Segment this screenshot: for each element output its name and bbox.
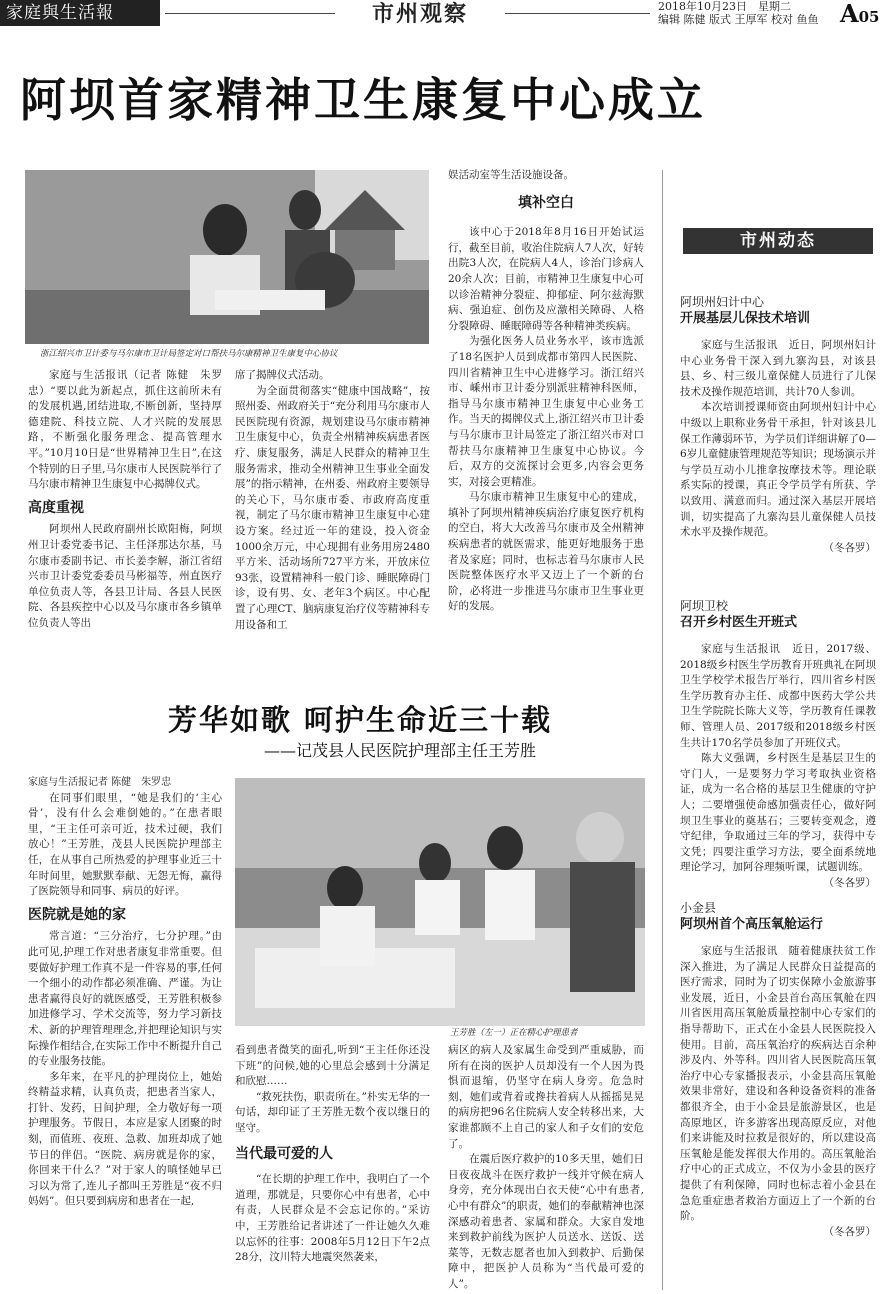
subhead-dangdai: 当代最可爱的人 [235, 1145, 333, 1162]
main-headline: 阿坝首家精神卫生康复中心成立 [20, 73, 706, 127]
sidebar-item-org: 阿坝卫校 [680, 599, 729, 613]
signing-photo [25, 170, 429, 344]
main-col-2 [235, 368, 430, 680]
feature-paragraph: 多年来，在平凡的护理岗位上，她始终精益求精，认真负责，把患者当家人，打针、发药，日间护理，全力敬好每一项护理服务。节假日，本应是家人团聚的时刻，而值班、夜班、急救、加班却成了她节日的伴侣。“医院、病房就是你的家，你回来干什么？”对于家人的嗔怪她早已习以为常了,连儿子都叫王芳胜是“夜不归妈妈”。但只要到病房和患者在一起, [28, 1070, 222, 1208]
main-paragraph: 马尔康市精神卫生康复中心的建成，填补了阿坝州精神疾病治疗康复医疗机构的空白，将大大改善马尔康市及全州精神疾病患者的就医需求，能更好地服务于患者及家庭；同时，也标志着马尔康市人民医院整体医疗水平又迈上了一个新的台阶，必将进一步推进马尔康市卫生事业更好的发展。 [448, 491, 644, 613]
feature-col-1 [28, 775, 222, 1290]
main-paragraph: 该中心于2018年8月16日开始试运行，截至目前，收治住院病人7人次，好转出院3人次，在院病人4人，诊治门诊病人20余人次；目前，市精神卫生康复中心可以诊治精神分裂症、抑郁症、阿尔兹海默病、强迫症、创伤及应激相关障碍、人格分裂障碍、睡眠障碍等各种精神类疾病。 [448, 226, 644, 332]
feature-col-2 [235, 1043, 430, 1290]
signing-photo-image [25, 170, 429, 344]
sidebar-header: 市州动态 [683, 228, 873, 254]
main-paragraph: 阿坝州人民政府副州长欧阳梅，阿坝州卫计委党委书记、主任泽那达尔基，马尔康市委副书记、市长姜李解，浙江省绍兴市卫计委党委委员马彬福等，州直医疗单位负责人等，各县卫计局、各县人民医院、各县疾控中心以及马尔康市各乡镇单位负责人等出 [28, 523, 222, 629]
main-paragraph: 娱活动室等生活设施设备。 [448, 169, 574, 181]
sidebar-item-org: 阿坝州妇计中心 [680, 295, 765, 309]
header-rule-left [165, 13, 335, 14]
sidebar-author: （冬各罗） [823, 1225, 876, 1238]
editor-credits: 编辑 陈健 版式 王厚军 校对 鱼鱼 [658, 13, 819, 26]
sidebar-item-fuji [680, 294, 876, 594]
sidebar-paragraph: 家庭与生活报讯 随着健康扶贫工作深入推进，为了满足人民群众日益提高的医疗需求，同时为了切实保障小金旅游事业发展，近日，小金县首台高压氧舱在四川省医用高压氧舱质量控制中心专家们的指导帮助下，正式在小金县人民医院投入使用。目前，高压氧治疗的疾病达百余种涉及内、外等科。四川省人民医院高压氧治疗中心专家播报表示，小金县高压氧舱效果非常好，建设和各种设备资料的准备都很齐全，由于小金县是旅游景区，也是高原地区，许多游客出现高原反应，对他们来讲能及时拉救是很好的，所以建设高压氧舱是能发挥很大作用的。高压氧舱治疗中心的正式成立，不仅为小金县的医疗提供了有利保障，同时也标志着小金县在急危重症患者救治方面迈上了一个新的台阶。 [680, 945, 876, 1223]
sidebar-item-xiaojin [680, 900, 876, 1290]
sidebar-paragraph: 陈大义强调，乡村医生是基层卫生的守门人，一是要努力学习考取执业资格证，成为一名合格的基层卫生健康的守护人；二要增强使命感加强责任心，做好阿坝卫生事业的奠基石；三要转变观念，遵守纪律，争取通过三年的学习，获得中专文凭；四要注重学习方法，要全面系统地理论学习，加阿谷理频听课，试题训练。 [680, 752, 876, 874]
nurse-photo [235, 778, 645, 1026]
nurse-photo-image [235, 778, 645, 1026]
sidebar-item-title: 开展基层儿保技术培训 [680, 311, 811, 326]
feature-paragraph: “救死扶伤，职责所在。”朴实无华的一句话，却印证了王芳胜无数个夜以继日的坚守。 [235, 1090, 430, 1134]
sidebar-divider [662, 170, 663, 1290]
main-col-3 [448, 168, 644, 680]
sidebar-paragraph: 家庭与生活报讯 近日，2017级、2018级乡村医生学历教育开班典礼在阿坝卫生学校学术报告厅举行，四川省乡村医生学历教育办主任、成都中医药大学公共卫生学院院长陈大义等，学历教育任课教师、管理人员、2017级和2018级乡村医生共计170名学员参加了开班仪式。 [680, 643, 876, 749]
feature-paragraph: 看到患者微笑的面孔,听到“王主任你还没下班”的问候,她的心里总会感到十分满足和欣慰…… [235, 1044, 430, 1088]
sidebar-item-title: 召开乡村医生开班式 [680, 615, 798, 630]
sidebar-item-org: 小金县 [680, 901, 717, 915]
signing-photo-caption: 浙江绍兴市卫计委与马尔康市卫计局签定对口帮扶马尔康精神卫生康复中心协议 [40, 349, 338, 359]
page-num: 05 [858, 8, 880, 26]
section-name: 市州观察 [371, 1, 468, 27]
sidebar-paragraph: 家庭与生活报讯 近日，阿坝州妇计中心业务骨干深入到九寨沟县，对该县县、乡、村三级儿童保健人员进行了儿保技术及操作规范培训，共计70人参训。 [680, 339, 876, 398]
main-paragraph: 席了揭牌仪式活动。 [235, 369, 330, 381]
feature-paragraph: 在震后医疗救护的10多天里，她们日日夜夜战斗在医疗救护一线并守候在病人身旁，充分体现出白衣天使“心中有患者,心中有群众”的职责，她们的奉献精神也深深感动着患者、家属和群众。大家自发地来到救护前线为医护人员送水、送饭、送菜等，无数志愿者也加入到救护、后勤保障中，把医护人员称为“当代最可爱的人”。 [448, 1153, 644, 1290]
nurse-photo-caption: 王芳胜（左一）正在精心护理患者 [450, 1028, 578, 1038]
subhead-gaodu: 高度重视 [28, 499, 84, 516]
main-paragraph: 为全面贯彻落实“健康中国战略”，按照州委、州政府关于“充分利用马尔康市人民医院现有资源，规划建设马尔康市精神卫生康复中心，负责全州精神疾病患者医疗、康复服务，满足人民群众的精神卫生服务需求，推动全州精神卫生事业全面发展”的指示精神，在州委、州政府主要领导的关心下，马尔康市委、市政府高度重视，制定了马尔康市精神卫生康复中心建设方案。经过近一年的建设，投入资金1000余万元，中心现拥有业务用房2480平方米、活动场所727平方米，开放床位93张，设置精神科一般门诊、睡眠障碍门诊，设有男、女、老年3个病区。中心配置了心理CT、脑病康复治疗仪等精神科专用设备和工 [235, 384, 430, 631]
newspaper-logo: 家庭與生活報 [0, 0, 160, 26]
feature-col-3 [448, 1043, 644, 1290]
main-col-1 [28, 368, 222, 680]
page-letter: A [840, 0, 859, 28]
feature-headline: 芳华如歌 呵护生命近三十载 [167, 703, 553, 737]
dateline [658, 0, 818, 26]
feature-byline: 家庭与生活报记者 陈健 朱罗忠 [28, 777, 172, 788]
issue-date: 2018年10月23日 星期二 [658, 0, 791, 13]
feature-paragraph: 常言道：“三分治疗，七分护理。”由此可见,护理工作对患者康复非常重要。但要做好护理工作真不是一件容易的事,任何一个细小的动作都必须准确、严谨。为让患者赢得良好的就医感受，王芳胜积极参加进修学习、学术交流等，努力学习新技术、新的护理管理理念,并把理论知识与实际操作相结合,在实际工作中不断提升自己的专业服务技能。 [28, 930, 222, 1068]
header-rule-right [505, 13, 650, 14]
main-lead-paragraph: 家庭与生活报讯（记者 陈健 朱罗忠）“要以此为新起点，抓住这前所未有的发展机遇,团结进取,不断创新，坚持厚德建院、科技立院、人才兴院的发展思路，不断强化服务理念、提高管理水平。”10月10日是“世界精神卫生日”,在这个特别的日子里,马尔康市人民医院举行了马尔康市精神卫生康复中心揭牌仪式。 [28, 369, 222, 491]
feature-subtitle: ——记茂县人民医院护理部主任王芳胜 [263, 741, 536, 760]
sidebar-author: （冬各罗） [823, 876, 876, 889]
feature-paragraph: 病区的病人及家属生命受到严重威胁，而所有在岗的医护人员却没有一个人因为畏惧而退缩，仍坚守在病人身旁。危急时刻，她们或背着或搀扶着病人从摇摇晃晃的病房把96名住院病人安全转移出来，大家谁都顾不上自己的家人和子女们的安危了。 [448, 1044, 644, 1150]
subhead-tianbu: 填补空白 [518, 194, 574, 211]
page-number [840, 0, 880, 31]
feature-paragraph: “在长期的护理工作中，我明白了一个道理，那就是，只要你心中有患者，心中有责，人民群众是不会忘记你的。”采访中，王芳胜给记者讲述了一件让她久久难以忘怀的往事：2008年5月12日下午2点28分，汶川特大地震突然袭来， [235, 1173, 430, 1264]
feature-paragraph: 在同事们眼里，“她是我们的‘主心骨’，没有什么会难倒她的。”在患者眼里，“王主任可亲可近，技术过硬，我们放心！”王芳胜，茂县人民医院护理部主任，在从事自己所热爱的护理事业近三十年时间里，她默默奉献、无怨无悔，赢得了医院领导和同事、病员的好评。 [28, 791, 222, 898]
main-paragraph: 为强化医务人员业务水平，该市选派了18名医护人员到成都市第四人民医院、四川省精神卫生中心进修学习。浙江绍兴市、嵊州市卫计委分别派驻精神科医师，指导马尔康市精神卫生康复中心业务工作。当天的揭牌仪式上,浙江绍兴市卫计委与马尔康市卫计局签定了浙江绍兴市对口帮扶马尔康精神卫生康复中心协议。今后，双方的交流探讨会更多,内容会更务实，对接会更精准。 [448, 335, 644, 488]
sidebar-item-title: 阿坝州首个高压氧舱运行 [680, 917, 824, 932]
sidebar-item-weixiao [680, 598, 876, 898]
sidebar-paragraph: 本次培训授课师资由阿坝州妇计中心中级以上职称业务骨干承担，针对该县儿保工作薄弱环节，为学员们详细讲解了0—6岁儿童健康管理规范等知识；现场演示并与学员互动小儿推拿按摩技术等。理论联系实际的授课，真正令学员学有所获、学以致用、满意而归。通过深入基层开展培训，切实提高了九寨沟县儿童保健人员技术水平及操作规范。 [680, 401, 876, 539]
sidebar-author: （冬各罗） [823, 541, 876, 554]
subhead-yiyuan: 医院就是她的家 [28, 906, 126, 923]
